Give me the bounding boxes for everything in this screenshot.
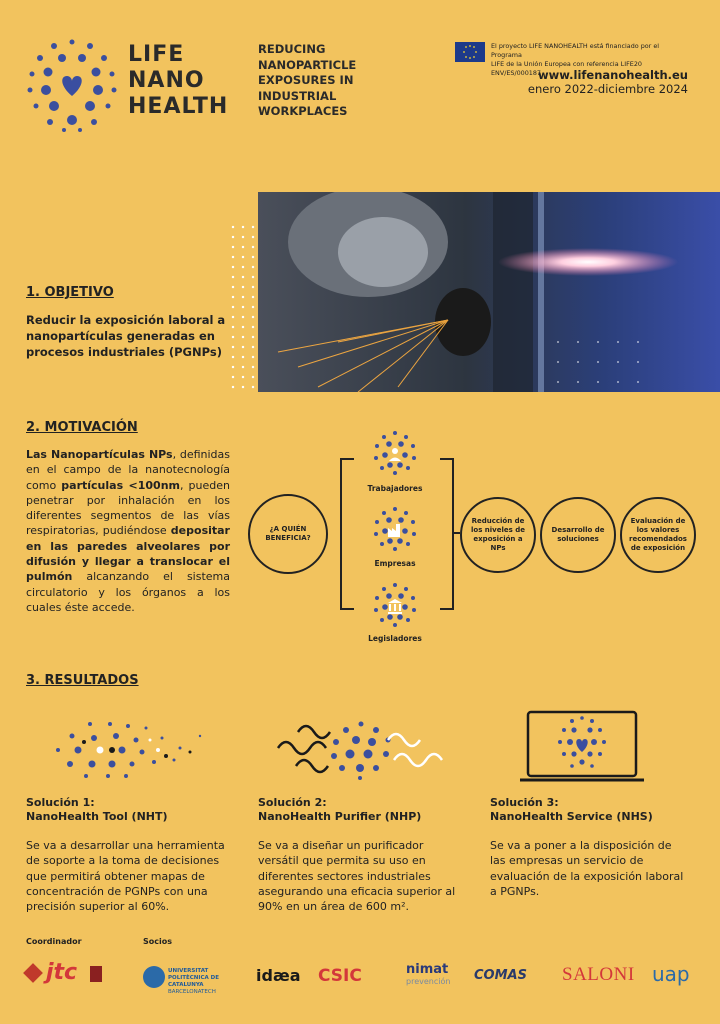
solution-3-title: Solución 3: NanoHealth Service (NHS) <box>490 796 653 823</box>
nhs-laptop-icon <box>520 710 646 784</box>
partner-logo-comas: COMAS <box>474 968 527 983</box>
partners-label: Socios <box>143 937 172 946</box>
bracket-connector <box>452 532 460 534</box>
partner-logo-idaea: idæa <box>256 966 301 985</box>
eu-flag-icon <box>455 42 485 62</box>
left-bracket <box>340 458 354 610</box>
partner-logo-saloni: SALONI <box>562 964 635 985</box>
solution-3-text: Se va a poner a la disposición de las empresas un servicio de evaluación de la exposición laboral a PGNPs. <box>490 839 684 898</box>
partner-logo-uap: uap <box>652 962 690 986</box>
itc-emblem-icon <box>23 963 43 983</box>
outcome-circle-evaluation: Evaluación de los valores recomendados de exposición <box>620 497 696 573</box>
resultados-heading: 3. RESULTADOS <box>26 673 139 688</box>
solution-1-text: Se va a desarrollar una herramienta de soporte a la toma de decisiones que permitirá obtener mapas de concentración de PGNPs con una precisión superior al 60%. <box>26 839 225 914</box>
life-nano-health-logo <box>24 36 120 132</box>
solution-2-text: Se va a diseñar un purificador versátil que permita su uso en diferentes sectores industriales asegurando una eficacia superior al 90% en un área de 600 m². <box>258 839 456 914</box>
companies-dot-icon <box>372 506 418 552</box>
coordinator-logo-jtc: jtc <box>46 960 78 985</box>
university-emblem-icon <box>90 966 102 982</box>
group-label-workers: Trabajadores <box>367 484 423 493</box>
partner-logo-nimat: nimat prevención <box>406 962 451 986</box>
solution-2-title: Solución 2: NanoHealth Purifier (NHP) <box>258 796 422 823</box>
motivacion-text: Las Nanopartículas NPs, definidas en el campo de la nanotecnología como partículas <100nm, pueden penetrar por inhalación en los diferentes segmentos de las vías respiratorias, pudiéndose depositar en las paredes alveolares por difusión y llegar a translocar el pulmón alcanzando el sistema circulatorio y los órganos a los cuales éste accede. <box>26 448 231 614</box>
objetivo-text: Reducir la exposición laboral a nanopartículas generadas en procesos industriales (PGNPs) <box>26 313 226 359</box>
group-label-legislators: Legisladores <box>368 634 422 643</box>
upc-circle-icon <box>143 966 165 988</box>
project-dates: enero 2022-diciembre 2024 <box>527 82 688 96</box>
workers-dot-icon <box>372 430 418 476</box>
question-circle: ¿A QUIÉN BENEFICIA? <box>248 494 328 574</box>
partner-logo-csic: CSIC <box>318 966 362 986</box>
logo-wordmark: LIFE NANO HEALTH <box>128 42 229 119</box>
eu-funding-text: El proyecto LIFE NANOHEALTH está financiado por el Programa LIFE de la Unión Europea con referencia LIFE20 ENV/ES/000187 <box>491 42 660 77</box>
legislators-dot-icon <box>372 582 418 628</box>
nhp-purifier-icon <box>276 718 446 780</box>
partner-logo-upc: UNIVERSITAT POLITÈCNICA DE CATALUNYA BARCELONATECH <box>168 968 219 995</box>
nht-dot-cluster-icon <box>50 718 215 780</box>
outcome-circle-development: Desarrollo de soluciones <box>540 497 616 573</box>
group-label-companies: Empresas <box>374 559 416 568</box>
motivacion-heading: 2. MOTIVACIÓN <box>26 420 138 435</box>
solution-1-title: Solución 1: NanoHealth Tool (NHT) <box>26 796 168 823</box>
website-link[interactable]: www.lifenanohealth.eu <box>538 68 688 82</box>
right-bracket <box>440 458 454 610</box>
tagline: REDUCING NANOPARTICLE EXPOSURES IN INDUSTRIAL WORKPLACES <box>258 42 357 118</box>
industrial-grinding-photo <box>258 192 720 392</box>
objetivo-heading: 1. OBJETIVO <box>26 285 114 300</box>
coordinator-label: Coordinador <box>26 937 82 946</box>
outcome-circle-reduction: Reducción de los niveles de exposición a NPs <box>460 497 536 573</box>
